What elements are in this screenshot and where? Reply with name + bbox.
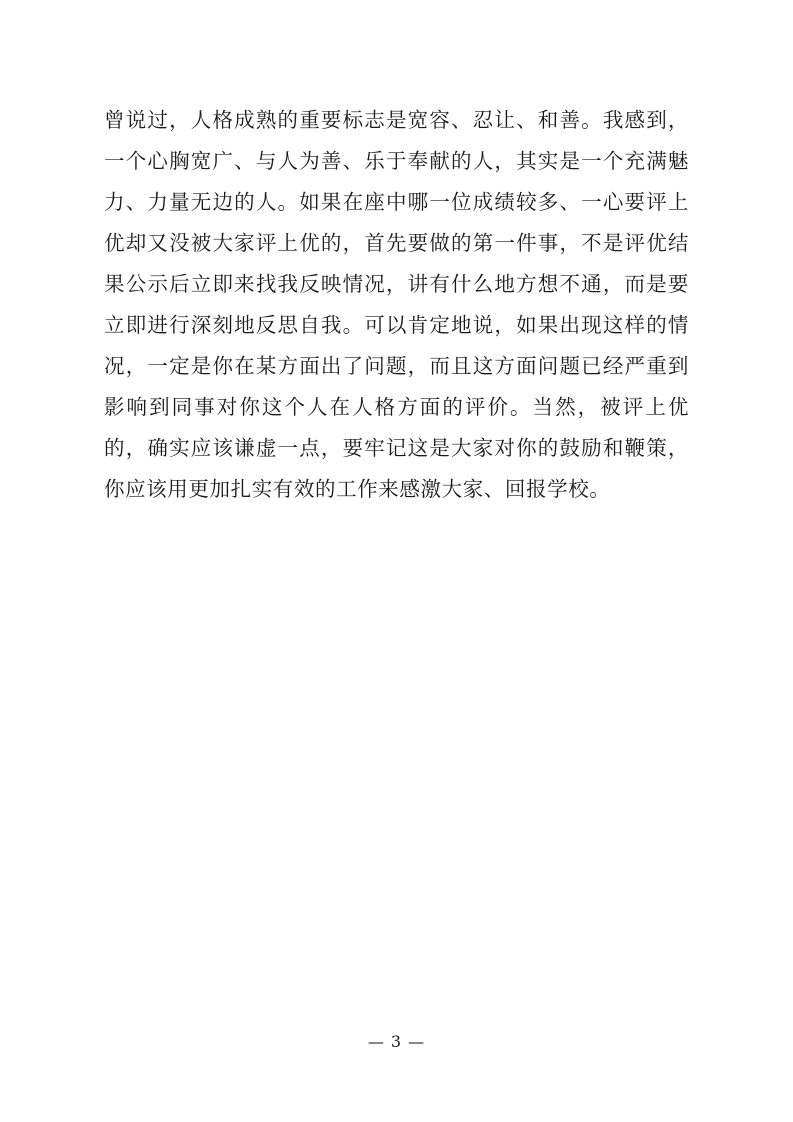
page-footer [0,1032,793,1051]
body-paragraph: 曾说过，人格成熟的重要标志是宽容、忍让、和善。我感到，一个心胸宽广、与人为善、乐于奉献的人，其实是一个充满魅力、力量无边的人。如果在座中哪一位成绩较多、一心要评上优却又没被大家评上优的，首先要做的第一件事，不是评优结果公示后立即来找我反映情况，讲有什么地方想不通，而是要立即进行深刻地反思自我。可以肯定地说，如果出现这样的情况，一定是你在某方面出了问题，而且这方面问题已经严重到影响到同事对你这个人在人格方面的评价。当然，被评上优的，确实应该谦虚一点，要牢记这是大家对你的鼓励和鞭策，你应该用更加扎实有效的工作来感激大家、回报学校。 [104,108,689,501]
page-number: — 3 — [367,1032,426,1051]
page-body [104,100,689,510]
